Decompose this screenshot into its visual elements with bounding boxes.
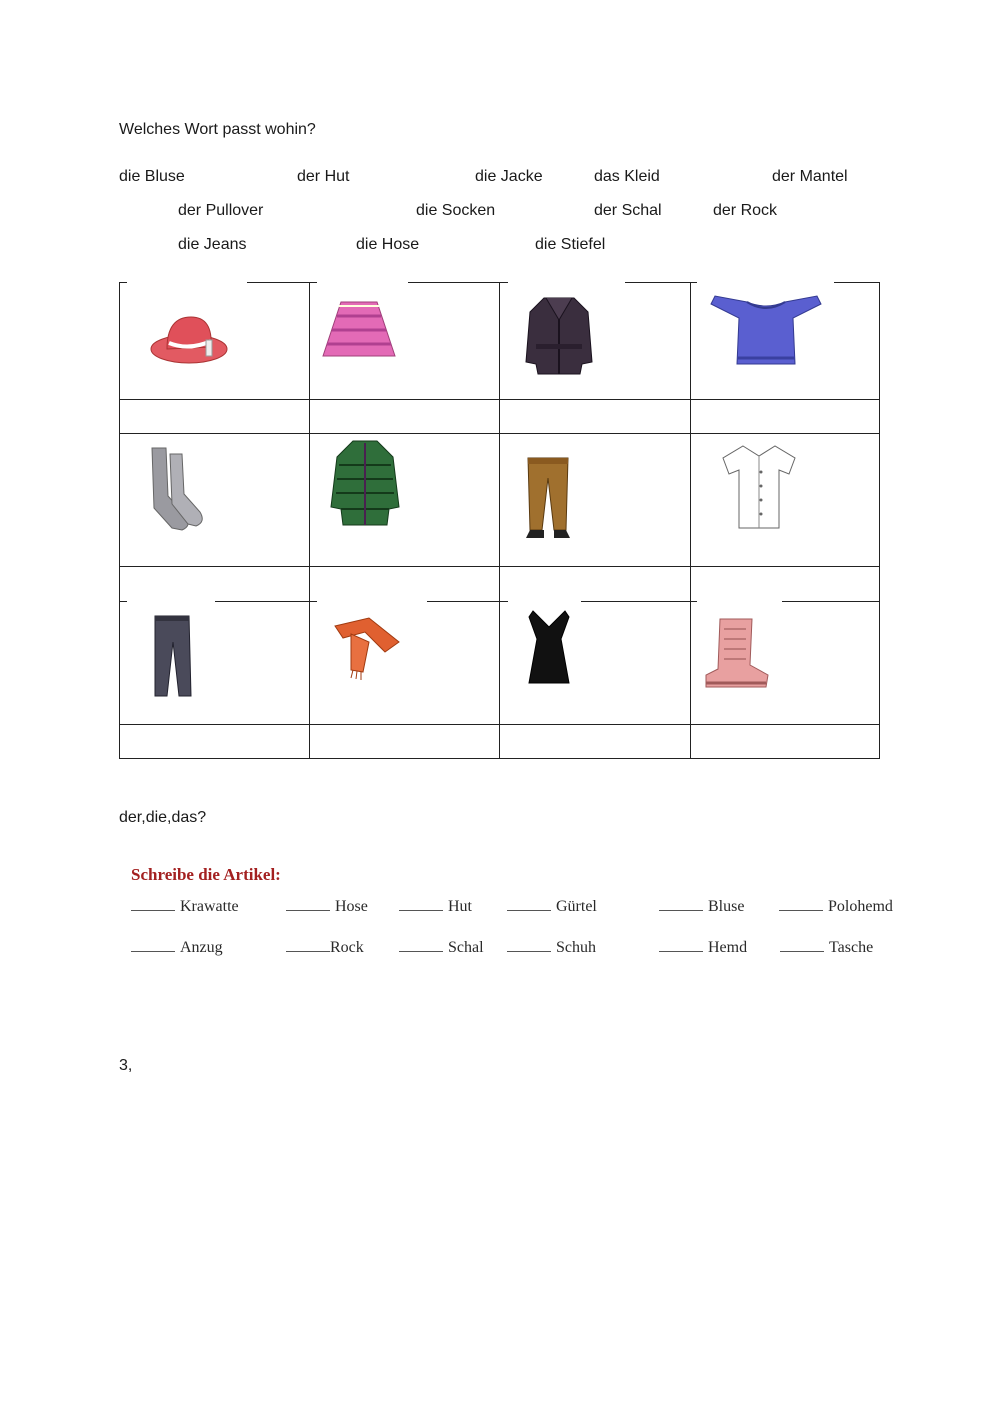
article-exercise-item[interactable] [399, 898, 472, 916]
noun-label: Schal [448, 939, 484, 956]
word-bank-item: die Hose [356, 236, 420, 253]
dress-icon [519, 607, 579, 687]
boot-icon [702, 615, 772, 695]
blank-line[interactable] [507, 951, 551, 952]
noun-label: Krawatte [180, 898, 239, 915]
section-heading-articles: der,die,das? [119, 809, 207, 826]
article-exercise-item[interactable] [286, 898, 368, 916]
article-exercise-item[interactable] [131, 939, 223, 957]
hat-icon [149, 307, 229, 377]
sweater-icon [709, 294, 824, 369]
article-exercise-item[interactable] [659, 898, 744, 916]
article-exercise-item[interactable] [659, 939, 747, 957]
word-bank-item: der Rock [713, 202, 778, 219]
noun-label: Hut [448, 898, 472, 915]
noun-label: Hemd [708, 939, 748, 956]
article-exercise-item[interactable] [779, 898, 893, 916]
task2-title: Schreibe die Artikel: [131, 865, 281, 884]
article-exercise-item[interactable] [131, 898, 239, 916]
noun-label: Rock [330, 939, 364, 956]
answer-cell[interactable] [310, 567, 499, 601]
answer-cell[interactable] [310, 400, 499, 433]
blank-line[interactable] [131, 951, 175, 952]
skirt-icon [319, 300, 399, 360]
noun-label: Bluse [708, 898, 745, 915]
picture-grid [119, 282, 880, 759]
blouse-icon [719, 442, 799, 532]
noun-label: Hose [335, 898, 368, 915]
blank-line[interactable] [286, 910, 330, 911]
blank-line[interactable] [286, 951, 330, 952]
blank-line[interactable] [659, 951, 703, 952]
article-exercise-item[interactable] [780, 939, 873, 957]
word-bank-item: der Hut [297, 168, 350, 185]
blank-line[interactable] [779, 910, 823, 911]
article-exercise-item[interactable] [507, 939, 596, 957]
answer-cell[interactable] [500, 400, 690, 433]
scarf-icon [329, 612, 409, 682]
noun-label: Gürtel [556, 898, 597, 915]
socks-icon [144, 444, 209, 534]
word-bank-item: die Jacke [475, 168, 543, 185]
coat-icon [327, 437, 402, 527]
noun-label: Tasche [829, 939, 874, 956]
answer-cell[interactable] [691, 725, 879, 758]
article-exercise-item[interactable] [507, 898, 597, 916]
blank-line[interactable] [131, 910, 175, 911]
article-exercise-item[interactable] [286, 939, 364, 957]
word-bank-item: die Stiefel [535, 236, 606, 253]
instruction-text: Welches Wort passt wohin? [119, 121, 316, 138]
answer-cell[interactable] [500, 567, 690, 601]
noun-label: Schuh [556, 939, 596, 956]
blank-line[interactable] [659, 910, 703, 911]
trousers-icon [524, 454, 572, 544]
blank-line[interactable] [507, 910, 551, 911]
word-bank-item: der Mantel [772, 168, 848, 185]
word-bank-item: der Pullover [178, 202, 264, 219]
blank-line[interactable] [399, 951, 443, 952]
blank-line[interactable] [399, 910, 443, 911]
answer-cell[interactable] [120, 400, 309, 433]
word-bank-item: der Schal [594, 202, 662, 219]
answer-cell[interactable] [310, 725, 499, 758]
noun-label: Anzug [180, 939, 223, 956]
blank-line[interactable] [780, 951, 824, 952]
answer-cell[interactable] [691, 400, 879, 433]
answer-cell[interactable] [500, 725, 690, 758]
jacket-icon [524, 294, 594, 379]
section-heading-3: 3, [119, 1057, 133, 1074]
word-bank-item: die Jeans [178, 236, 247, 253]
word-bank-item: die Bluse [119, 168, 185, 185]
article-exercise-item[interactable] [399, 939, 484, 957]
word-bank-item: die Socken [416, 202, 496, 219]
jeans-icon [149, 612, 197, 702]
answer-cell[interactable] [691, 567, 879, 601]
answer-cell[interactable] [120, 725, 309, 758]
answer-cell[interactable] [120, 567, 309, 601]
noun-label: Polohemd [828, 898, 893, 915]
word-bank-item: das Kleid [594, 168, 660, 185]
